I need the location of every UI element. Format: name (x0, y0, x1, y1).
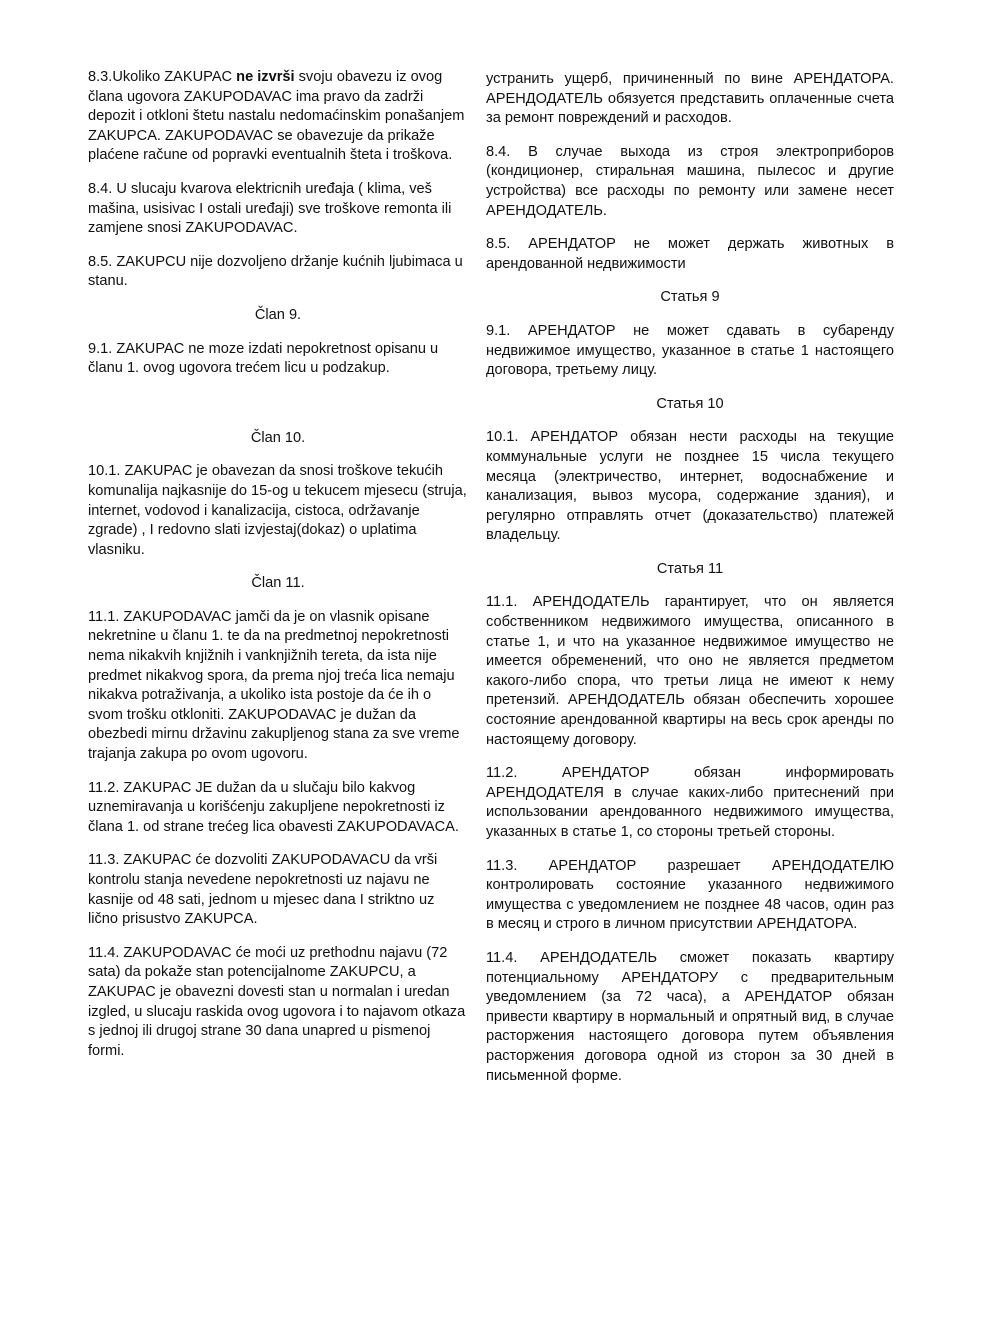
clause-8-3-rest: svoju obavezu iz ovog člana ugovora ZAKUPODAVAC ima pravo da zadrži depozit i otkloni štetu nastalu nedomaćinskim ponašanjem ZAKUPCA. ZAKUPODAVAC se obavezuje da prikaže plaćene račune od popravki eventualnih šteta i troškova. (88, 69, 465, 164)
clause-8-3-emphasis: ne izvrši (236, 69, 295, 85)
article-10-heading-ru: Статья 10 (656, 395, 724, 412)
russian-column (486, 70, 894, 1100)
article-11-heading-ru: Статья 11 (656, 560, 724, 577)
clause-11-4: 11.4. ZAKUPODAVAC će moći uz prethodnu najavu (72 sata) da pokaže stan potencijalnome ZAKUPCU, a ZAKUPAC je obavezni dovesti stan u normalan i uredan izgled, u slucaju raskida ovog ugovora i to najavom otkaza s jednoj ili drugoj strane 30 dana unapred u pismenoj formi. (88, 944, 466, 1059)
article-9-heading: Član 9. (254, 306, 302, 323)
clause-11-2-ru: 11.2. АРЕНДАТОР обязан информировать АРЕНДОДАТЕЛЯ в случае каких-либо притеснений при использовании арендованного недвижимого имущества, указанных в статье 1, со стороны третьей стороны. (486, 765, 894, 840)
clause-11-3-ru: 11.3. АРЕНДАТОР разрешает АРЕНДОДАТЕЛЮ контролировать состояние указанного недвижимого имущества с уведомлением не позднее 48 часов, один раз в месяц и строго в личном присутствии АРЕНДАТОРА. (486, 857, 894, 933)
clause-11-3: 11.3. ZAKUPAC će dozvoliti ZAKUPODAVACU da vrši kontrolu stanja nevedene nepokretnosti uz najavu ne kasnije od 48 sati, jednom u mjesec dana I striktno uz lično prisustvo ZAKUPCA. (88, 852, 438, 928)
article-10-heading: Član 10. (250, 429, 306, 446)
clause-11-4-ru: 11.4. АРЕНДОДАТЕЛЬ сможет показать квартиру потенциальному АРЕНДАТОРУ с предварительным уведомлением (за 72 часа), а АРЕНДАТОР обязан привести квартиру в нормальный и опрятный вид, в случае расторжения настоящего договора путем объявления расторжения договора одной из сторон за 30 дней в письменной форме. (486, 949, 894, 1084)
clause-8-3-start: 8.3.Ukoliko ZAKUPAC (88, 69, 237, 85)
clause-8-4: 8.4. U slucaju kvarova elektricnih uređaja ( klima, veš mašina, usisivac I ostali uređaji) sve troškove remonta ili zamjene snosi ZAKUPODAVAC. (88, 180, 452, 237)
clause-11-1: 11.1. ZAKUPODAVAC jamči da je on vlasnik opisane nekretnine u članu 1. te da na predmetnoj nepokretnosti nema nikakvih knjižnih i vanknjižnih tereta, da ista nije predmet nikakvog spora, da prema njoj treća lica nemaju nikakva potraživanja, a ukoliko ista postoje da će ih o svom trošku otkloniti. ZAKUPODAVAC je dužan da obezbedi mirnu državinu zakupljenog stana za sve vreme trajanja zakupa po ovom ugovoru. (88, 608, 460, 763)
article-11-heading: Član 11. (251, 575, 305, 592)
clause-8-3-continued: устранить ущерб, причиненный по вине АРЕНДАТОРА. АРЕНДОДАТЕЛЬ обязуется представить оплаченные счета за ремонт повреждений и расходов. (486, 71, 894, 127)
clause-9-1-ru: 9.1. АРЕНДАТОР не может сдавать в субаренду недвижимое имущество, указанное в статье 1 настоящего договора, третьему лицу. (486, 322, 894, 379)
clause-8-3 (88, 68, 468, 166)
serbian-column (88, 68, 468, 1075)
article-9-heading-ru: Статья 9 (660, 289, 720, 306)
clause-8-5: 8.5. ZAKUPCU nije dozvoljeno držanje kućnih ljubimaca u stanu. (88, 253, 463, 290)
clause-9-1: 9.1. ZAKUPAC ne moze izdati nepokretnost opisanu u članu 1. ovog ugovora trećem licu u podzakup. (88, 340, 439, 377)
clause-8-4-ru: 8.4. В случае выхода из строя электроприборов (кондиционер, стиральная машина, пылесос и другие устройства) все расходы по ремонту или замене несет АРЕНДОДАТЕЛЬ. (486, 143, 894, 219)
clause-8-5-ru: 8.5. АРЕНДАТОР не может держать животных в арендованной недвижимости (486, 236, 894, 272)
spacer (88, 393, 468, 429)
clause-11-2: 11.2. ZAKUPAC JE dužan da u slučaju bilo kakvog uznemiravanja u korišćenju zakupljene nepokretnosti iz člana 1. od strane trećeg lica obavesti ZAKUPODAVACA. (88, 779, 459, 835)
clause-10-1: 10.1. ZAKUPAC je obavezan da snosi troškove tekućih komunalija najkasnije do 15-og u tekucem mjesecu (struja, internet, vodovod i kanalizacija, cistoca, održavanje zgrade) , I redovno slati izvjestaj(dokaz) o uplatima vlasniku. (88, 463, 467, 558)
clause-11-1-ru: 11.1. АРЕНДОДАТЕЛЬ гарантирует, что он является собственником недвижимого имущества, описанного в статье 1, и что на указанное недвижимое имущество не имеется обременений, что оно не является предметом какого-либо спора, что третьи лица не имеют к нему претензий. АРЕНДОДАТЕЛЬ обязан обеспечить хорошее состояние арендованной квартиры на весь срок аренды по настоящему договору. (486, 594, 894, 748)
clause-10-1-ru: 10.1. АРЕНДАТОР обязан нести расходы на текущие коммунальные услуги не позднее 15 числа текущего месяца (электричество, интернет, водоснабжение и канализация, вывоз мусора, содержание здания), и регулярно отправлять отчет (доказательство) платежей владельцу. (486, 429, 894, 544)
